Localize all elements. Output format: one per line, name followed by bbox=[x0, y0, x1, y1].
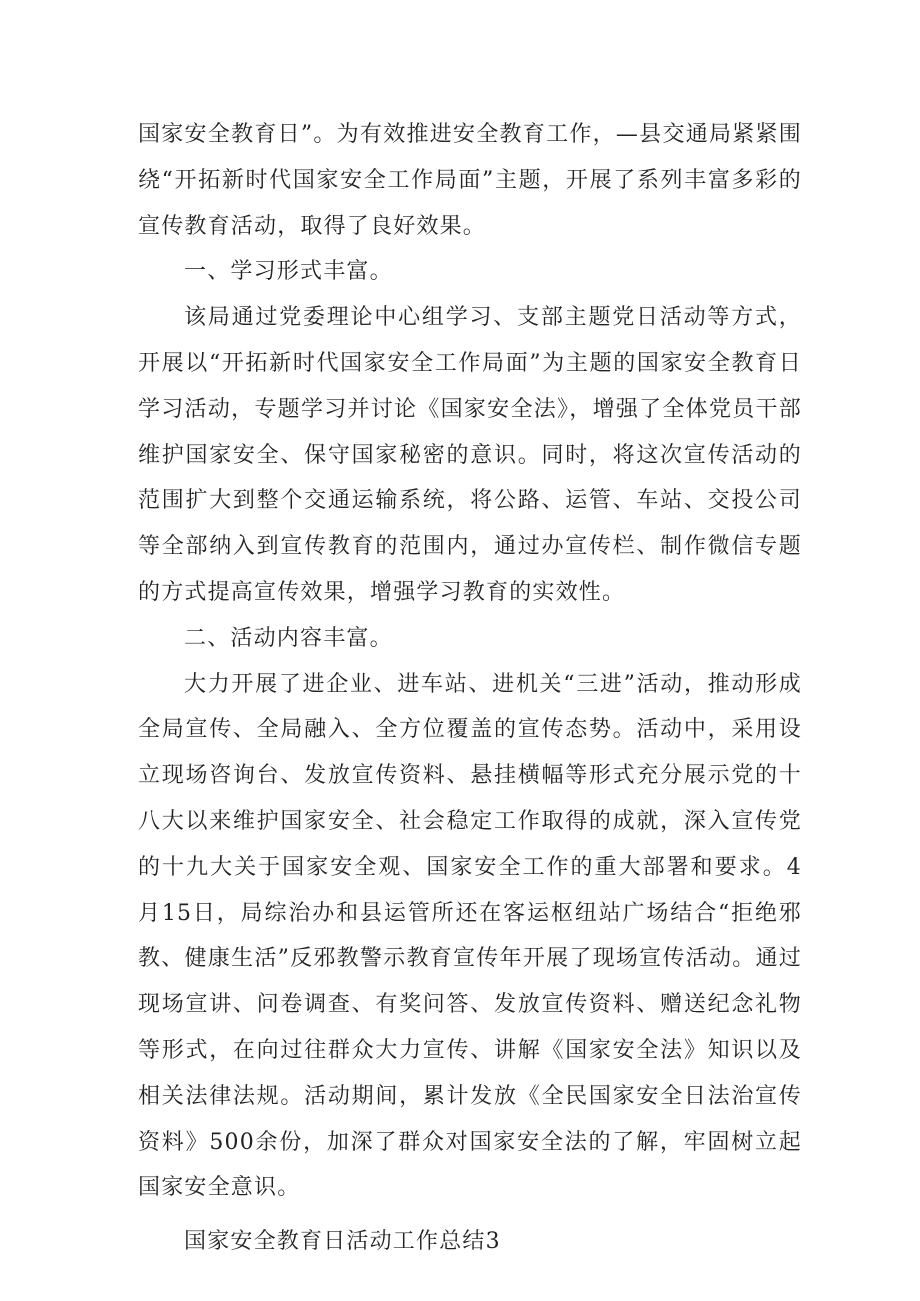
document-title-summary-3: 国家安全教育日活动工作总结3 bbox=[184, 1229, 501, 1255]
paragraph-intro-continuation: 国家安全教育日”。为有效推进安全教育工作，—县交通局紧紧围绕“开拓新时代国家安全工作局面”主题，开展了系列丰富多彩的宣传教育活动，取得了良好效果。 bbox=[138, 122, 802, 239]
section-heading-activities: 二、活动内容丰富。 bbox=[184, 625, 393, 651]
paragraph-activities: 大力开展了进企业、进车站、进机关“三进”活动，推动形成全局宣传、全局融入、全方位覆盖的宣传态势。活动中，采用设立现场咨询台、发放宣传资料、悬挂横幅等形式充分展示党的十八大以来维护国家安全、社会稳定工作取得的成就，深入宣传党的十九大关于国家安全观、国家安全工作的重大部署和要求。4月15日，局综治办和县运管所还在客运枢纽站广场结合“拒绝邪教、健康生活”反邪教警示教育宣传年开展了现场宣传活动。通过现场宣讲、问卷调查、有奖问答、发放宣传资料、赠送纪念礼物等形式，在向过往群众大力宣传、讲解《国家安全法》知识以及相关法律法规。活动期间，累计发放《全民国家安全日法治宣传资料》500余份，加深了群众对国家安全法的了解，牢固树立起国家安全意识。 bbox=[138, 671, 802, 1201]
section-heading-learning: 一、学习形式丰富。 bbox=[184, 259, 393, 285]
document-body bbox=[138, 112, 802, 1265]
paragraph-learning: 该局通过党委理论中心组学习、支部主题党日活动等方式，开展以“开拓新时代国家安全工作局面”为主题的国家安全教育日学习活动，专题学习并讨论《国家安全法》，增强了全体党员干部维护国家安全、保守国家秘密的意识。同时，将这次宣传活动的范围扩大到整个交通运输系统，将公路、运管、车站、交投公司等全部纳入到宣传教育的范围内，通过办宣传栏、制作微信专题的方式提高宣传效果，增强学习教育的实效性。 bbox=[138, 305, 802, 605]
